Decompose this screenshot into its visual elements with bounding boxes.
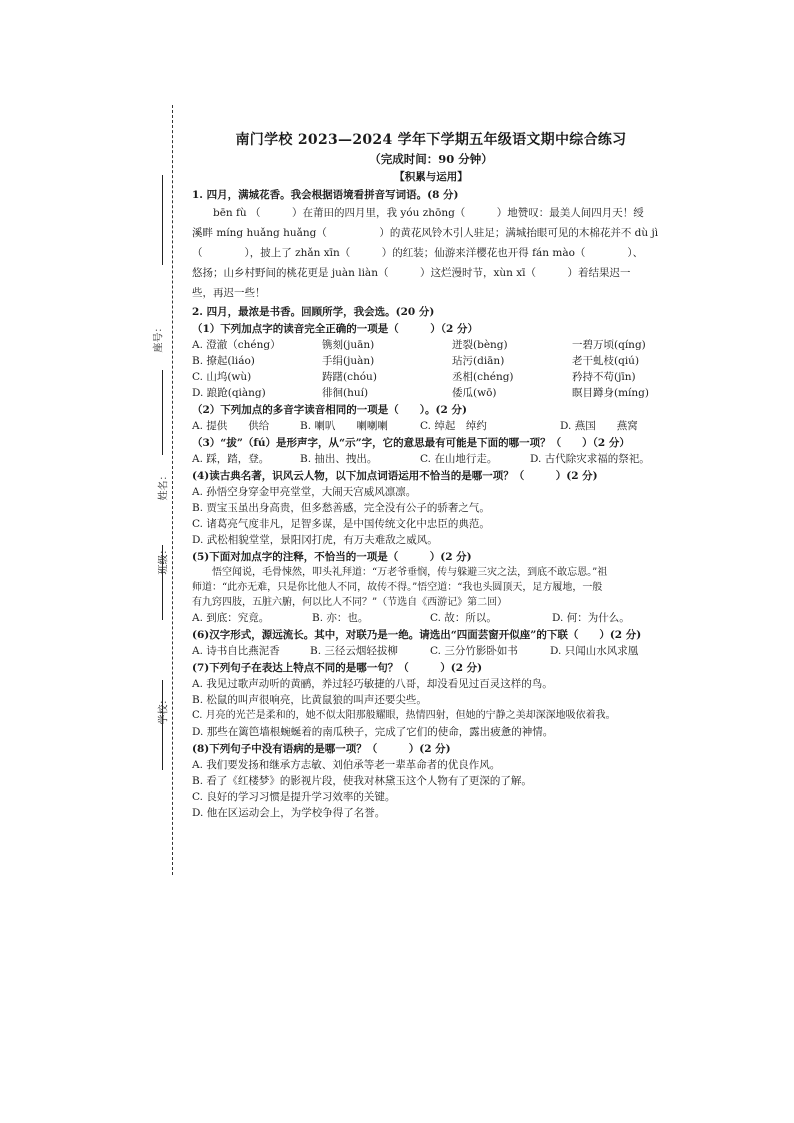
option-cell: 玷污(diān)	[452, 355, 505, 367]
school-label: 学校：	[158, 694, 170, 725]
question-2-5-stem: (5)下面对加点字的注释，不恰当的一项是（ ）(2 分)	[192, 551, 472, 563]
option-a: A. 踩，踏，登。	[192, 453, 270, 465]
question-2-title: 2. 四月，最浓是书香。回顾所学，我会选。(20 分)	[192, 306, 435, 318]
question-1-line: 溪畔 míng huǎng huǎng（ ）的黄花风铃木引人驻足；满城抬眼可见的木棉花并不 dù jì	[192, 227, 659, 239]
question-2-3-options	[192, 451, 670, 467]
option-d: D. 燕国 燕窝	[560, 420, 638, 432]
option-cell: 手绢(juàn)	[322, 355, 375, 367]
student-no-label: 座号：	[153, 322, 165, 353]
binding-line	[172, 105, 173, 875]
option-d: D. 何：为什么。	[552, 612, 630, 624]
option-cell: 镌刻(juān)	[322, 339, 375, 351]
option-cell: 瞑目蹲身(míng)	[572, 387, 649, 399]
question-2-3-stem: （3）“拔”（fú）是形声字，从“示”字，它的意思最有可能是下面的哪一项？（ ）（2 分）	[192, 437, 630, 449]
option-d: D. 只闻山水风求凰	[550, 645, 639, 657]
option-cell: B. 撩起(liáo)	[192, 355, 255, 367]
option-cell: 倭瓜(wō)	[452, 387, 497, 399]
option-c: C. 月亮的光芒是柔和的，她不似太阳那般耀眼，热情四射，但她的宁静之美却深深地吸依着我。	[192, 710, 616, 721]
option-c: C. 绰起 绰约	[420, 420, 487, 432]
class-label: 班级：	[158, 544, 170, 575]
option-c: C. 三分竹影卧如书	[430, 645, 518, 657]
question-2-2-options	[192, 418, 670, 434]
option-cell: 丞相(chéng)	[452, 371, 514, 383]
option-cell: C. 山坞(wù)	[192, 371, 252, 383]
option-a: A. 我们要发扬和继承方志敏、刘伯承等老一辈革命者的优良作风。	[192, 759, 501, 771]
question-2-1-stem: （1）下列加点字的读音完全正确的一项是（ ）（2 分）	[192, 323, 479, 335]
question-2-7-stem: (7)下列句子在表达上特点不同的是哪一句？（ ）(2 分)	[192, 662, 483, 674]
passage-line: 师道：“此亦无难，只是你比他人不同，故传不得。”悟空道：“我也头圆顶天，足方履地，一般	[192, 582, 603, 593]
option-cell: 老干虬枝(qiú)	[572, 355, 640, 367]
exam-content	[192, 130, 670, 821]
option-a: A. 诗书自比燕泥香	[192, 645, 280, 657]
option-c: C. 诸葛亮气度非凡，足智多谋，是中国传统文化中忠臣的典范。	[192, 518, 490, 530]
option-cell: 徘徊(huí)	[322, 387, 369, 399]
exam-title: 南门学校 2023—2024 学年下学期五年级语文期中综合练习	[235, 132, 627, 148]
option-a: A. 我见过歌声动听的黄鹂，养过轻巧敏捷的八哥，却没看见过百灵这样的鸟。	[192, 678, 553, 690]
option-cell: D. 踉跄(qiàng)	[192, 387, 266, 399]
option-c: C. 良好的学习习惯是提升学习效率的关键。	[192, 791, 396, 803]
question-2-1-row	[192, 337, 670, 353]
question-2-6-options	[192, 643, 670, 659]
option-b: B. 三径云烟轻拔柳	[310, 645, 398, 657]
option-cell: 矜持不苟(jīn)	[572, 371, 636, 383]
passage-line: 有九窍四肢，五脏六腑，何以比人不同？”（节选自《西游记》第二回）	[192, 597, 508, 608]
option-cell: 踌躇(chóu)	[322, 371, 377, 383]
option-d: D. 他在区运动会上，为学校争得了名誉。	[192, 807, 386, 819]
option-d: D. 武松相貌堂堂，景阳冈打虎，有万夫难敌之威风。	[192, 534, 438, 546]
option-a: A. 孙悟空身穿金甲亮堂堂，大闹天宫威风凛凛。	[192, 486, 417, 498]
question-1-line: bēn fù （ ）在莆田的四月里，我 yóu zhōng（ ）地赞叹：最美人间四月天！绶	[213, 207, 644, 219]
option-b: B. 松鼠的叫声很响亮，比黄鼠狼的叫声还要尖些。	[192, 694, 427, 706]
option-cell: A. 澄澈（chéng）	[192, 339, 281, 351]
option-b: B. 看了《红楼梦》的影视片段，使我对林黛玉这个人物有了更深的了解。	[192, 775, 532, 787]
question-2-4-stem: (4)读古典名著，识风云人物，以下加点词语运用不恰当的是哪一项？（ ）(2 分)	[192, 470, 598, 482]
question-1-line: 悠扬；山乡村野间的桃花更是 juàn liàn（ ）这烂漫时节，xùn xī（ ）着结果迟一	[192, 267, 631, 279]
exam-time: （完成时间：90 分钟）	[369, 152, 493, 166]
question-2-5-options	[192, 610, 670, 626]
question-2-1-row	[192, 385, 670, 401]
option-a: A. 提供 供给	[192, 420, 270, 432]
option-a: A. 到底：究竟。	[192, 612, 270, 624]
option-c: C. 在山地行走。	[420, 453, 498, 465]
question-2-1-row	[192, 353, 670, 369]
option-b: B. 抽出、拽出。	[300, 453, 378, 465]
question-2-1-row	[192, 369, 670, 385]
question-1-title: 1. 四月，满城花香。我会根据语境看拼音写词语。(8 分)	[192, 189, 459, 201]
option-d: D. 古代除灾求福的祭祀。	[530, 453, 650, 465]
student-no-blank	[162, 175, 163, 265]
question-2-2-stem: （2）下列加点的多音字读音相同的一项是（ ）。(2 分)	[192, 404, 467, 416]
question-2-6-stem: (6)汉字形式，源远流长。其中，对联乃是一绝。请选出“四面芸窗开似座”的下联（ ）(2 分)	[192, 629, 642, 641]
name-blank	[162, 370, 163, 455]
option-b: B. 贾宝玉虽出身高贵，但多愁善感，完全没有公子的骄奢之气。	[192, 502, 490, 514]
section-heading: 【积累与运用】	[394, 171, 468, 183]
option-cell: 迸裂(bèng)	[452, 339, 508, 351]
option-c: C. 故：所以。	[430, 612, 497, 624]
option-cell: 一碧万顷(qíng)	[572, 339, 646, 351]
question-1-line: （ ），披上了 zhǎn xīn（ ）的红装；仙游来洋樱花也开得 fán mào（ ）、	[192, 247, 644, 259]
option-b: B. 亦：也。	[312, 612, 369, 624]
option-d: D. 那些在篱笆墙根蜿蜒着的南瓜秧子，完成了它们的使命，露出疲惫的神情。	[192, 726, 554, 738]
question-1-line: 些，再迟一些！	[192, 287, 266, 299]
question-2-8-stem: (8)下列句子中没有语病的是哪一项？（ ）(2 分)	[192, 743, 451, 755]
passage-line: 悟空闻说，毛骨悚然，叩头礼拜道：“万老爷垂悯，传与躲避三灾之法，到底不敢忘恩。”祖	[212, 567, 608, 578]
option-b: B. 喇叭 喇喇喇	[300, 420, 388, 432]
school-blank	[162, 680, 163, 770]
name-label: 姓名：	[158, 470, 170, 501]
